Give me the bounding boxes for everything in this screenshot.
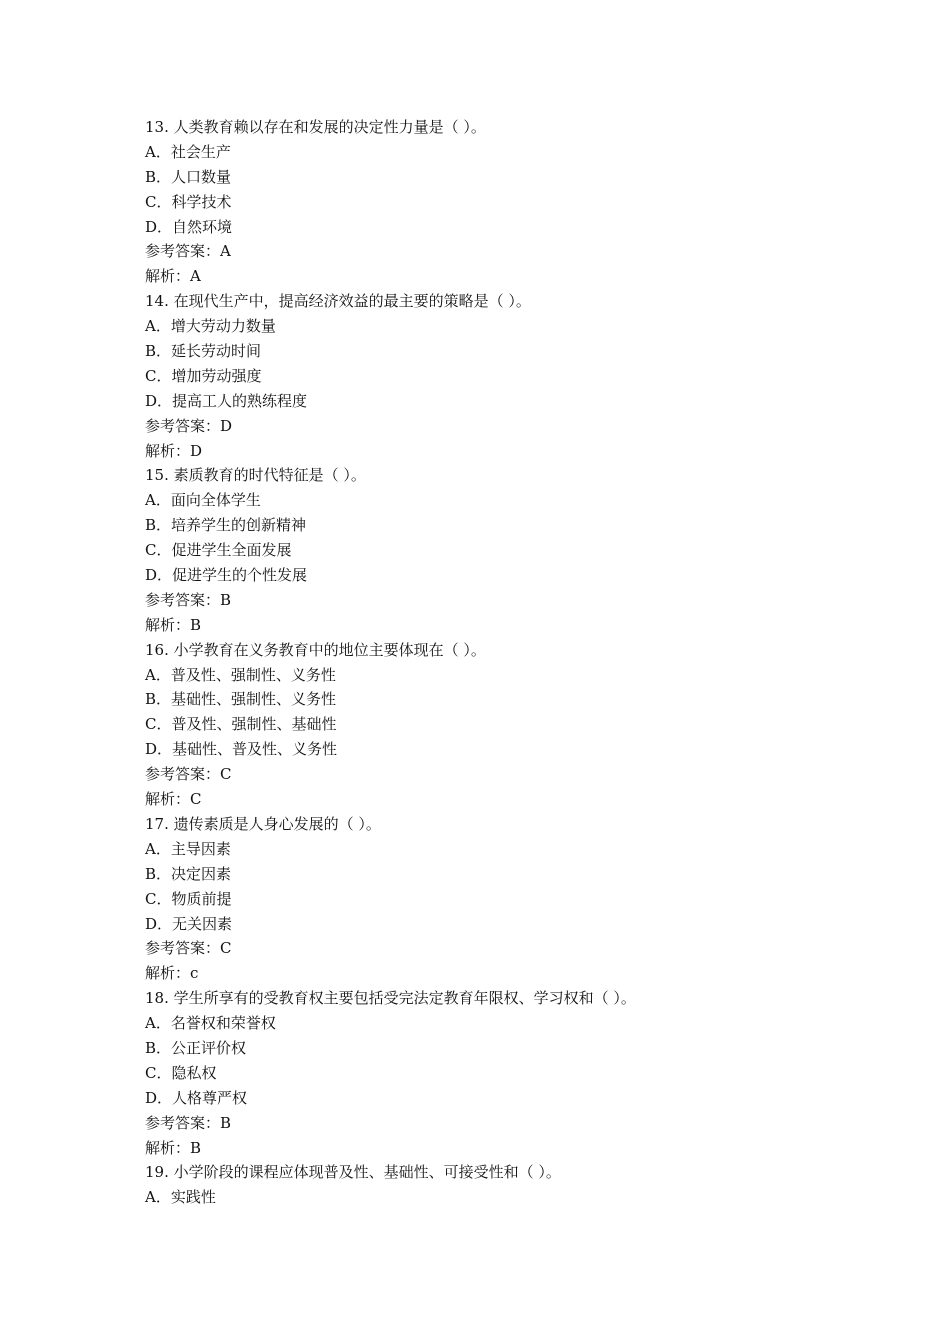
option-c: C．增加劳动强度 (145, 366, 262, 385)
question-19 (145, 1160, 845, 1210)
question-list (145, 115, 845, 1210)
analysis: 解析：A (145, 267, 201, 286)
option-a: A．名誉权和荣誉权 (145, 1014, 276, 1033)
question-15 (145, 463, 845, 637)
option-d: D．基础性、普及性、义务性 (145, 740, 338, 759)
question-17 (145, 812, 845, 986)
question-18 (145, 986, 845, 1160)
option-b: B．人口数量 (145, 167, 232, 186)
option-c: C．促进学生全面发展 (145, 541, 292, 560)
reference-answer: 参考答案：C (145, 765, 232, 784)
analysis: 解析：c (145, 964, 199, 983)
analysis: 解析：B (145, 615, 202, 634)
option-b: B．延长劳动时间 (145, 342, 262, 361)
option-b: B．基础性、强制性、义务性 (145, 690, 337, 709)
option-a: A．社会生产 (145, 142, 231, 161)
reference-answer: 参考答案：B (145, 590, 232, 609)
analysis: 解析：D (145, 441, 203, 460)
question-stem: 15. 素质教育的时代特征是（ ）。 (145, 466, 366, 485)
question-stem: 13. 人类教育赖以存在和发展的决定性力量是（ ）。 (145, 118, 486, 136)
option-b: B．公正评价权 (145, 1038, 247, 1057)
option-b: B．决定因素 (145, 864, 232, 883)
option-c: C．隐私权 (145, 1063, 217, 1082)
option-d: D．提高工人的熟练程度 (145, 391, 308, 410)
analysis: 解析：B (145, 1138, 202, 1157)
option-c: C．科学技术 (145, 192, 232, 211)
option-d: D．促进学生的个性发展 (145, 566, 308, 585)
question-stem: 19. 小学阶段的课程应体现普及性、基础性、可接受性和（ ）。 (145, 1163, 561, 1182)
question-stem: 18. 学生所享有的受教育权主要包括受完法定教育年限权、学习权和（ ）。 (145, 989, 636, 1008)
option-a: A．实践性 (145, 1188, 216, 1207)
reference-answer: 参考答案：A (145, 242, 231, 261)
option-b: B．培养学生的创新精神 (145, 516, 307, 535)
option-d: D．无关因素 (145, 914, 233, 933)
option-c: C．物质前提 (145, 889, 232, 908)
reference-answer: 参考答案：B (145, 1113, 232, 1132)
question-stem: 17. 遗传素质是人身心发展的（ ）。 (145, 814, 381, 833)
option-c: C．普及性、强制性、基础性 (145, 715, 337, 734)
question-stem: 16. 小学教育在义务教育中的地位主要体现在（ ）。 (145, 640, 486, 659)
option-a: A．面向全体学生 (145, 491, 261, 510)
option-d: D．自然环境 (145, 217, 233, 236)
option-d: D．人格尊严权 (145, 1088, 248, 1107)
question-13 (145, 115, 845, 289)
reference-answer: 参考答案：D (145, 416, 233, 435)
option-a: A．普及性、强制性、义务性 (145, 665, 336, 684)
question-stem: 14. 在现代生产中，提高经济效益的最主要的策略是（ ）。 (145, 292, 531, 311)
question-16 (145, 638, 845, 812)
analysis: 解析：C (145, 790, 202, 809)
option-a: A．主导因素 (145, 839, 231, 858)
question-14 (145, 289, 845, 463)
option-a: A．增大劳动力数量 (145, 317, 276, 336)
reference-answer: 参考答案：C (145, 939, 232, 958)
